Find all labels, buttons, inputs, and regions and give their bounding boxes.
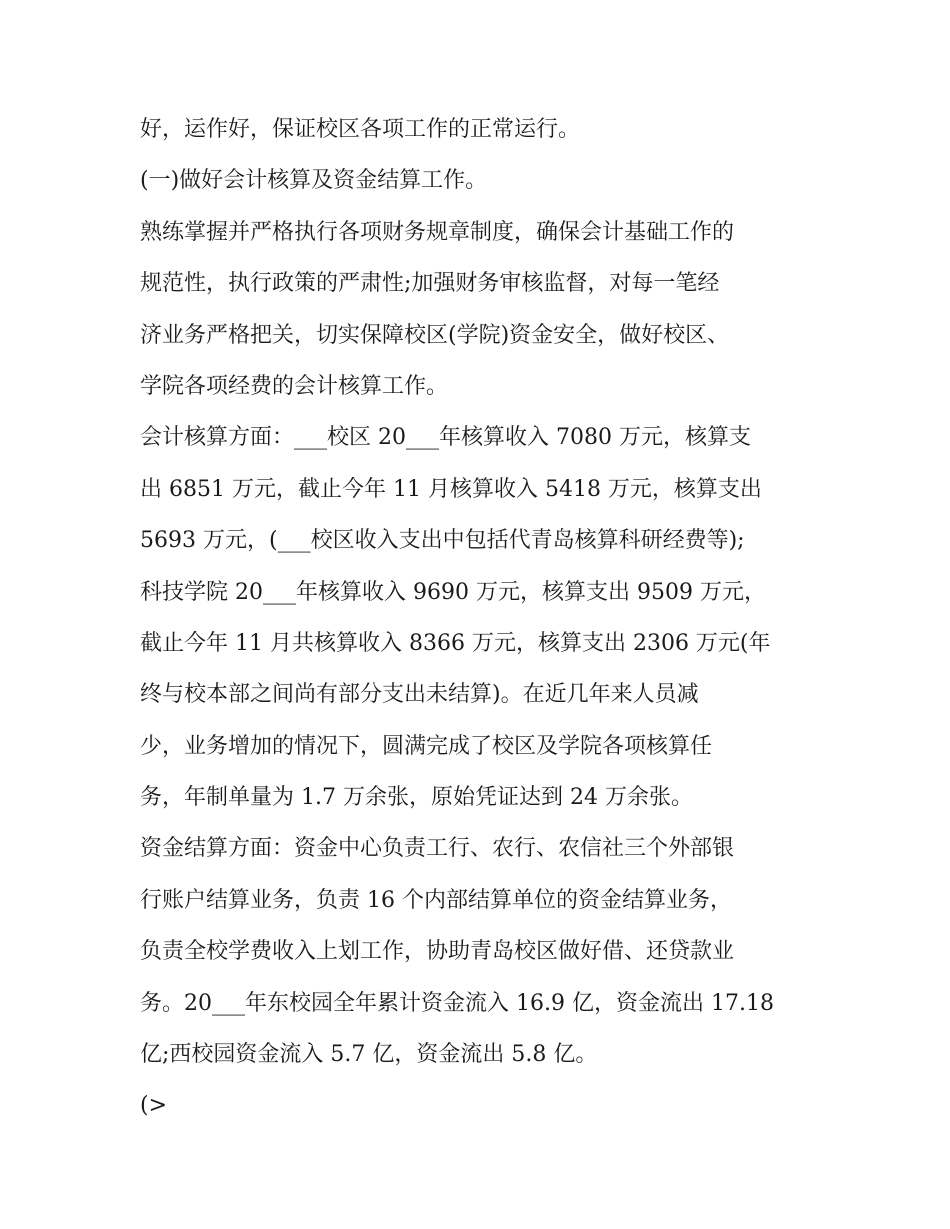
text-line: 济业务严格把关，切实保障校区(学院)资金安全，做好校区、: [140, 322, 730, 348]
text-line: (>: [140, 1093, 168, 1119]
text-line: 行账户结算业务，负责 16 个内部结算单位的资金结算业务，: [140, 887, 732, 913]
text-line: 规范性，执行政策的严肃性;加强财务审核监督，对每一笔经: [140, 271, 720, 297]
text-line: 负责全校学费收入上划工作，协助青岛校区做好借、还贷款业: [140, 939, 735, 965]
text-line: 5693 万元，(___校区收入支出中包括代青岛核算科研经费等);: [140, 528, 745, 554]
text-line: 截止今年 11 月共核算收入 8366 万元，核算支出 2306 万元(年: [140, 630, 771, 656]
text-line: 资金结算方面：资金中心负责工行、农行、农信社三个外部银: [140, 836, 735, 862]
text-line: 务，年制单量为 1.7 万余张，原始凭证达到 24 万余张。: [140, 785, 693, 811]
text-line: 务。20___年东校园全年累计资金流入 16.9 亿，资金流出 17.18: [140, 990, 774, 1016]
text-line: 熟练掌握并严格执行各项财务规章制度，确保会计基础工作的: [140, 219, 735, 245]
body-text: [140, 110, 830, 1138]
text-line: 亿;西校园资金流入 5.7 亿，资金流出 5.8 亿。: [140, 1042, 598, 1068]
section-heading: (一)做好会计核算及资金结算工作。: [140, 168, 488, 194]
text-line: 少，业务增加的情况下，圆满完成了校区及学院各项核算任: [140, 733, 713, 759]
text-line: 出 6851 万元，截止今年 11 月核算收入 5418 万元，核算支出: [140, 476, 762, 502]
text-line: 好，运作好，保证校区各项工作的正常运行。: [140, 117, 581, 142]
text-line: 会计核算方面：___校区 20___年核算收入 7080 万元，核算支: [140, 425, 751, 451]
text-line: 学院各项经费的会计核算工作。: [140, 373, 449, 399]
text-line: 科技学院 20___年核算收入 9690 万元，核算支出 9509 万元，: [140, 579, 766, 605]
text-line: 终与校本部之间尚有部分支出未结算)。在近几年来人员减: [140, 682, 699, 708]
